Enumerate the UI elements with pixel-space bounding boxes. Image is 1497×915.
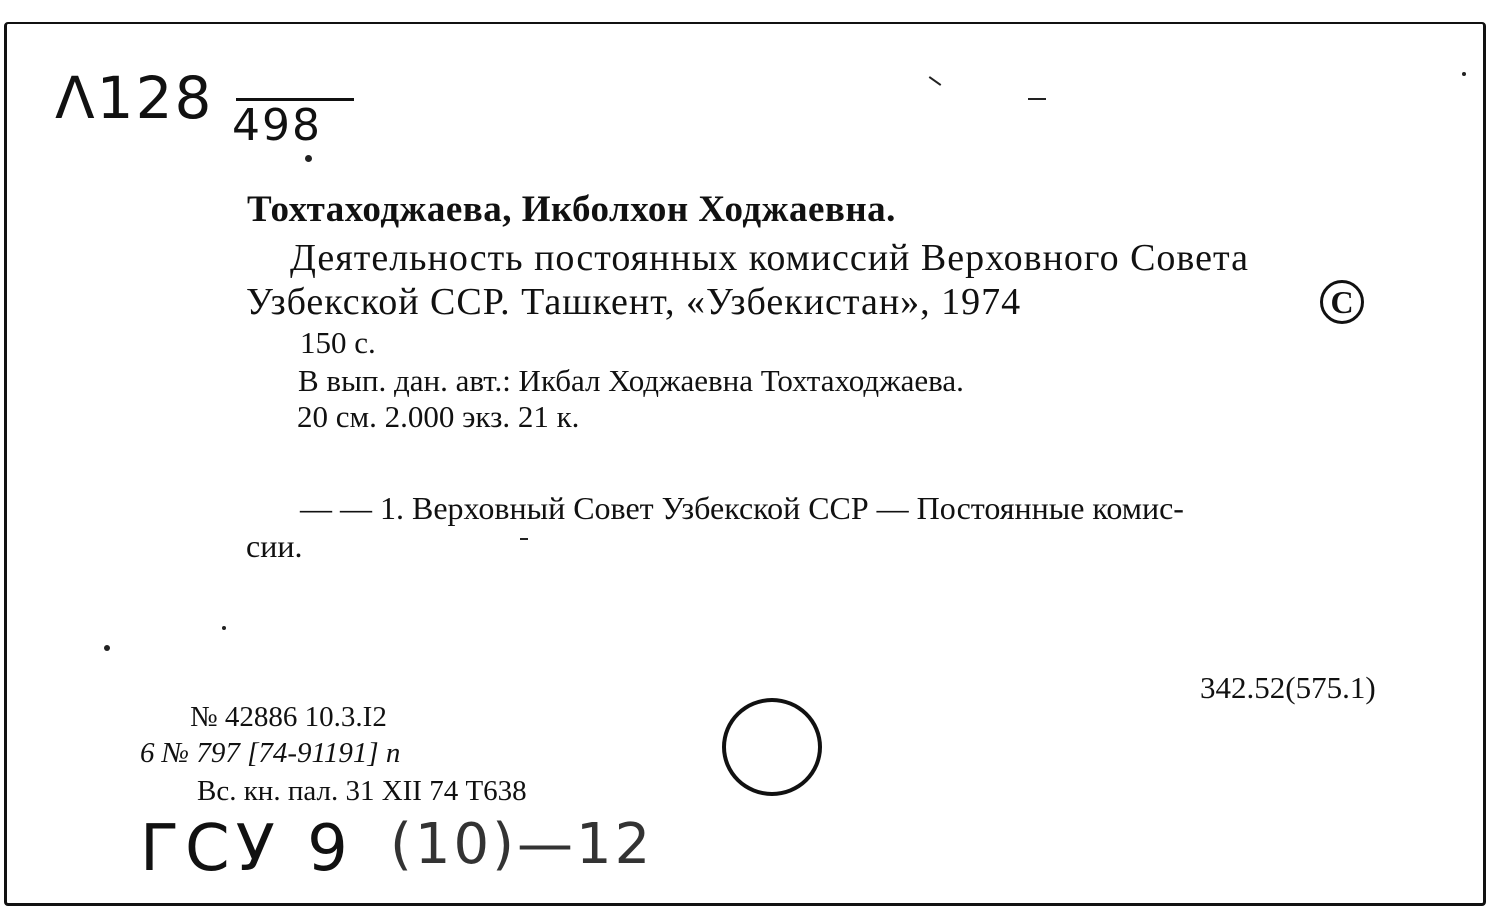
- pages-line: 150 с.: [300, 325, 376, 360]
- shelfmark-bottom: 498: [232, 100, 322, 151]
- speck: [104, 645, 110, 651]
- punch-hole: [722, 698, 822, 796]
- copyright-icon: C: [1320, 280, 1364, 324]
- author-heading: Тохтаходжаева, Икболхон Ходжаевна.: [247, 189, 896, 230]
- handwritten-stamp: ГСУ 9: [140, 812, 354, 886]
- speck: [1462, 72, 1466, 76]
- classification-number: 342.52(575.1): [1200, 670, 1376, 705]
- speck: [1028, 98, 1046, 100]
- print-order-line: 6 № 797 [74-91191] п: [140, 737, 401, 769]
- title-line-2: Узбекской ССР. Ташкент, «Узбекистан», 1974: [246, 281, 1022, 323]
- order-number-line: № 42886 10.3.I2: [190, 701, 387, 733]
- book-chamber-line: Вс. кн. пал. 31 XII 74 Т638: [197, 775, 527, 807]
- author-note: В вып. дан. авт.: Икбал Ходжаевна Тохтаходжаева.: [298, 363, 964, 398]
- handwritten-stamp-tail: (10)—12: [390, 812, 654, 877]
- speck: [520, 538, 528, 540]
- subject-heading-line-1: — — 1. Верховный Совет Узбекской ССР — Постоянные комис-: [300, 490, 1184, 526]
- title-line-1: Деятельность постоянных комиссий Верховного Совета: [290, 237, 1249, 279]
- size-edition-line: 20 см. 2.000 экз. 21 к.: [297, 399, 580, 434]
- speck: [222, 626, 226, 630]
- shelfmark-top: Λ128: [55, 64, 214, 132]
- speck: [305, 155, 312, 162]
- subject-heading-line-2: сии.: [246, 528, 303, 564]
